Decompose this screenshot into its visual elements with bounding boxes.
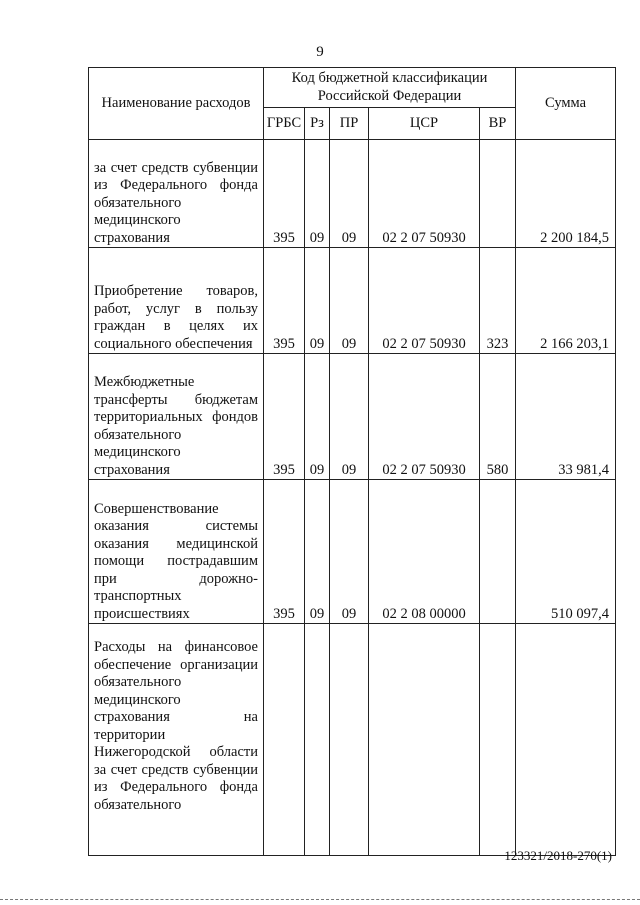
row-csr: 02 2 07 50930 — [369, 140, 480, 248]
header-pr: ПР — [330, 108, 369, 140]
header-rz: Рз — [305, 108, 330, 140]
scan-edge-line — [0, 899, 640, 900]
table-row — [89, 480, 616, 624]
header-grbs: ГРБС — [264, 108, 305, 140]
row-sum: 510 097,4 — [516, 480, 616, 624]
row-csr: 02 2 07 50930 — [369, 248, 480, 354]
row-rz: 09 — [305, 354, 330, 480]
row-name: за счет средств субвенции из Федерального фонда обязательного медицинского страхования — [89, 140, 264, 248]
row-rz — [305, 624, 330, 856]
row-sum: 2 200 184,5 — [516, 140, 616, 248]
row-csr — [369, 624, 480, 856]
header-sum: Сумма — [516, 68, 616, 140]
row-grbs: 395 — [264, 354, 305, 480]
row-sum: 2 166 203,1 — [516, 248, 616, 354]
row-name: Расходы на финансовое обеспечение организации обязательного медицинского страхования на территории Нижегородской области за счет средств субвенции из Федерального фонда обязательного — [89, 624, 264, 856]
header-vr: ВР — [480, 108, 516, 140]
row-grbs — [264, 624, 305, 856]
row-rz: 09 — [305, 140, 330, 248]
budget-table — [88, 67, 616, 856]
row-pr: 09 — [330, 354, 369, 480]
row-pr: 09 — [330, 480, 369, 624]
row-name: Межбюджетные трансферты бюджетам территориальных фондов обязательного медицинского страхования — [89, 354, 264, 480]
row-vr: 580 — [480, 354, 516, 480]
table-row — [89, 248, 616, 354]
row-rz: 09 — [305, 248, 330, 354]
row-pr: 09 — [330, 140, 369, 248]
document-footer-code: 123321/2018-270(1) — [504, 848, 612, 863]
row-grbs: 395 — [264, 480, 305, 624]
row-pr — [330, 624, 369, 856]
row-sum: 33 981,4 — [516, 354, 616, 480]
row-name: Приобретение товаров, работ, услуг в пользу граждан в целях их социального обеспечения — [89, 248, 264, 354]
row-name: Совершенствование оказания системы оказания медицинской помощи пострадавшим при дорожно-транспортных происшествиях — [89, 480, 264, 624]
row-csr: 02 2 08 00000 — [369, 480, 480, 624]
row-vr: 323 — [480, 248, 516, 354]
row-vr — [480, 140, 516, 248]
header-code-group: Код бюджетной классификации Российской Федерации — [264, 68, 516, 108]
row-pr: 09 — [330, 248, 369, 354]
row-csr: 02 2 07 50930 — [369, 354, 480, 480]
table-row — [89, 624, 616, 856]
row-rz: 09 — [305, 480, 330, 624]
row-grbs: 395 — [264, 248, 305, 354]
row-vr — [480, 480, 516, 624]
row-sum — [516, 624, 616, 856]
page-number: 9 — [316, 44, 324, 60]
table-row — [89, 140, 616, 248]
header-csr: ЦСР — [369, 108, 480, 140]
table-row — [89, 354, 616, 480]
header-name: Наименование расходов — [89, 68, 264, 140]
row-vr — [480, 624, 516, 856]
row-grbs: 395 — [264, 140, 305, 248]
